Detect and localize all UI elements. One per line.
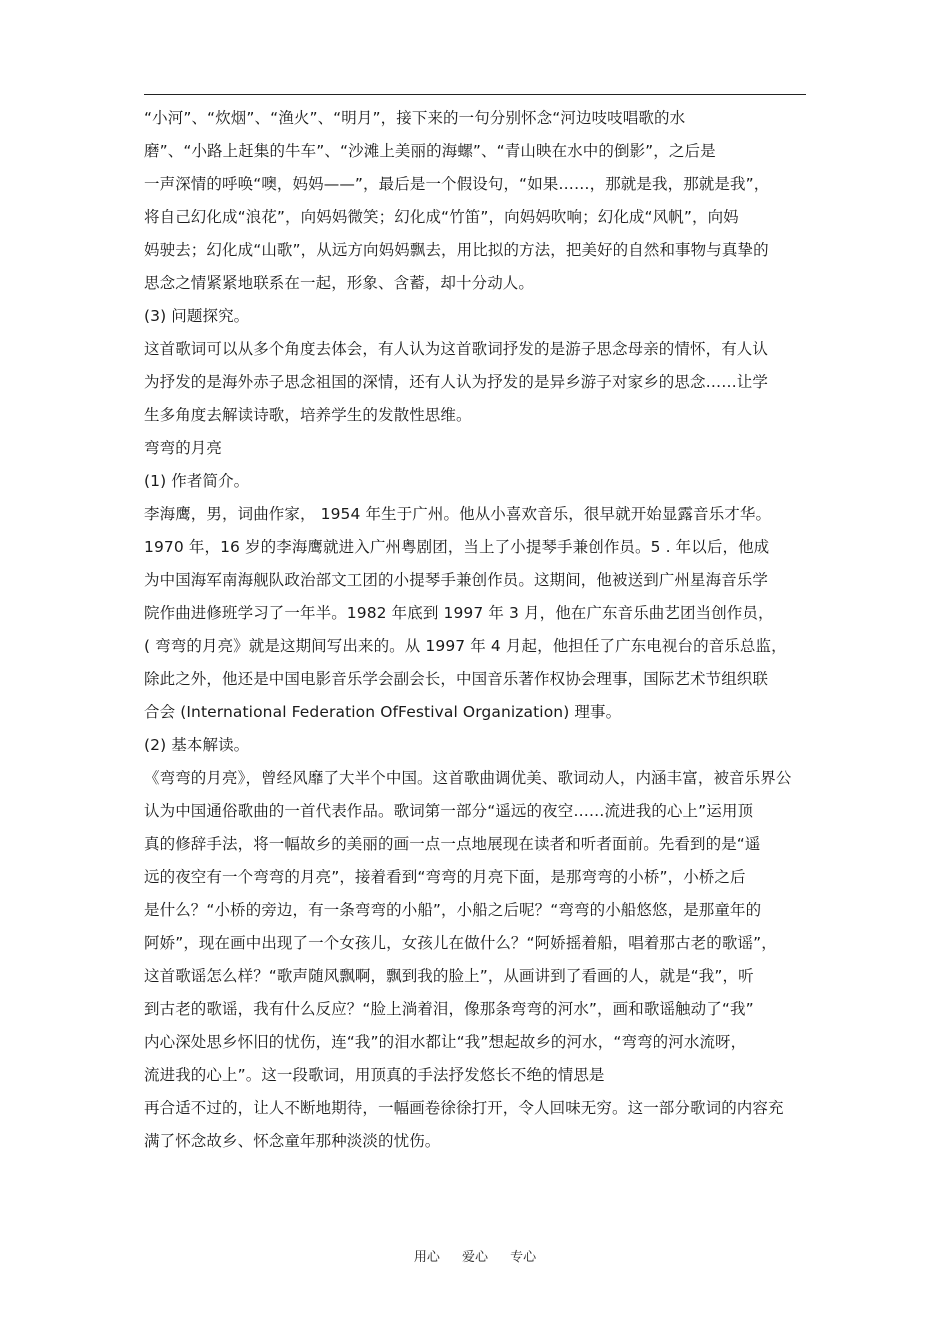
page-footer: 用心 爱心 专心 (413, 1250, 537, 1265)
section-heading: (3) 问题探究。 (144, 307, 250, 325)
text-line: 这首歌词可以从多个角度去体会，有人认为这首歌词抒发的是游子思念母亲的情怀，有人认 (144, 340, 769, 358)
text-line: ( 弯弯的月亮》就是这期间写出来的。从 1997 年 4 月起，他担任了广东电视台的音乐总监， (144, 637, 787, 655)
text-line: 合会 (International Federation OfFestival Organization) 理事。 (144, 703, 622, 721)
text-line: 这首歌谣怎么样？“歌声随风飘啊，飘到我的脸上”，从画讲到了看画的人，就是“我”，听 (144, 967, 754, 985)
text-line: 真的修辞手法，将一幅故乡的美丽的画一点一点地展现在读者和听者面前。先看到的是“遥 (144, 835, 761, 853)
text-line: 为中国海军南海舰队政治部文工团的小提琴手兼创作员。这期间，他被送到广州星海音乐学 (144, 571, 769, 589)
header-rule (144, 94, 806, 95)
text-line: 李海鹰，男，词曲作家， 1954 年生于广州。他从小喜欢音乐，很早就开始显露音乐才华。 (144, 505, 772, 523)
article-title: 弯弯的月亮 (144, 439, 223, 457)
text-line: 《弯弯的月亮》，曾经风靡了大半个中国。这首歌曲调优美、歌词动人，内涵丰富，被音乐界公 (144, 769, 792, 787)
text-line: 内心深处思乡怀旧的忧伤，连“我”的泪水都让“我”想起故乡的河水，“弯弯的河水流呀， (144, 1033, 747, 1051)
text-line: 阿娇”，现在画中出现了一个女孩儿，女孩儿在做什么？“阿娇摇着船，唱着那古老的歌谣”， (144, 934, 777, 952)
text-line: 到古老的歌谣，我有什么反应？“脸上淌着泪，像那条弯弯的河水”，画和歌谣触动了“我” (144, 1000, 754, 1018)
text-line: 生多角度去解读诗歌，培养学生的发散性思维。 (144, 406, 472, 424)
section-heading: (1) 作者简介。 (144, 472, 250, 490)
section-heading: (2) 基本解读。 (144, 736, 250, 754)
text-line: “小河”、“炊烟”、“渔火”、“明月”，接下来的一句分别怀念“河边吱吱唱歌的水 (144, 109, 686, 127)
text-line: 满了怀念故乡、怀念童年那种淡淡的忧伤。 (144, 1132, 441, 1150)
text-line: 远的夜空有一个弯弯的月亮”，接着看到“弯弯的月亮下面，是那弯弯的小桥”，小桥之后 (144, 868, 746, 886)
text-line: 除此之外，他还是中国电影音乐学会副会长，中国音乐著作权协会理事，国际艺术节组织联 (144, 670, 769, 688)
text-line: 为抒发的是海外赤子思念祖国的深情，还有人认为抒发的是异乡游子对家乡的思念……让学 (144, 373, 769, 391)
text-line: 是什么？“小桥的旁边，有一条弯弯的小船”，小船之后呢？“弯弯的小船悠悠，是那童年的 (144, 901, 762, 919)
document-body (144, 102, 814, 1158)
text-line: 1970 年，16 岁的李海鹰就进入广州粤剧团，当上了小提琴手兼创作员。5 . 年以后，他成 (144, 538, 770, 556)
text-line: 妈驶去；幻化成“山歌”，从远方向妈妈飘去，用比拟的方法，把美好的自然和事物与真挚的 (144, 241, 769, 259)
text-line: 将自己幻化成“浪花”，向妈妈微笑；幻化成“竹笛”，向妈妈吹响；幻化成“风帆”，向妈 (144, 208, 739, 226)
text-line: 流进我的心上”。这一段歌词，用顶真的手法抒发悠长不绝的情思是 (144, 1066, 605, 1084)
text-line: 一声深情的呼唤“噢，妈妈——”，最后是一个假设句，“如果……，那就是我，那就是我”， (144, 175, 770, 193)
text-line: 认为中国通俗歌曲的一首代表作品。歌词第一部分“遥远的夜空……流进我的心上”运用顶 (144, 802, 754, 820)
text-line: 再合适不过的，让人不断地期待，一幅画卷徐徐打开，令人回味无穷。这一部分歌词的内容充 (144, 1099, 784, 1117)
text-line: 磨”、“小路上赶集的牛车”、“沙滩上美丽的海螺”、“青山映在水中的倒影”，之后是 (144, 142, 716, 160)
text-line: 思念之情紧紧地联系在一起，形象、含蓄，却十分动人。 (144, 274, 535, 292)
text-line: 院作曲进修班学习了一年半。1982 年底到 1997 年 3 月，他在广东音乐曲艺团当创作员， (144, 604, 774, 622)
